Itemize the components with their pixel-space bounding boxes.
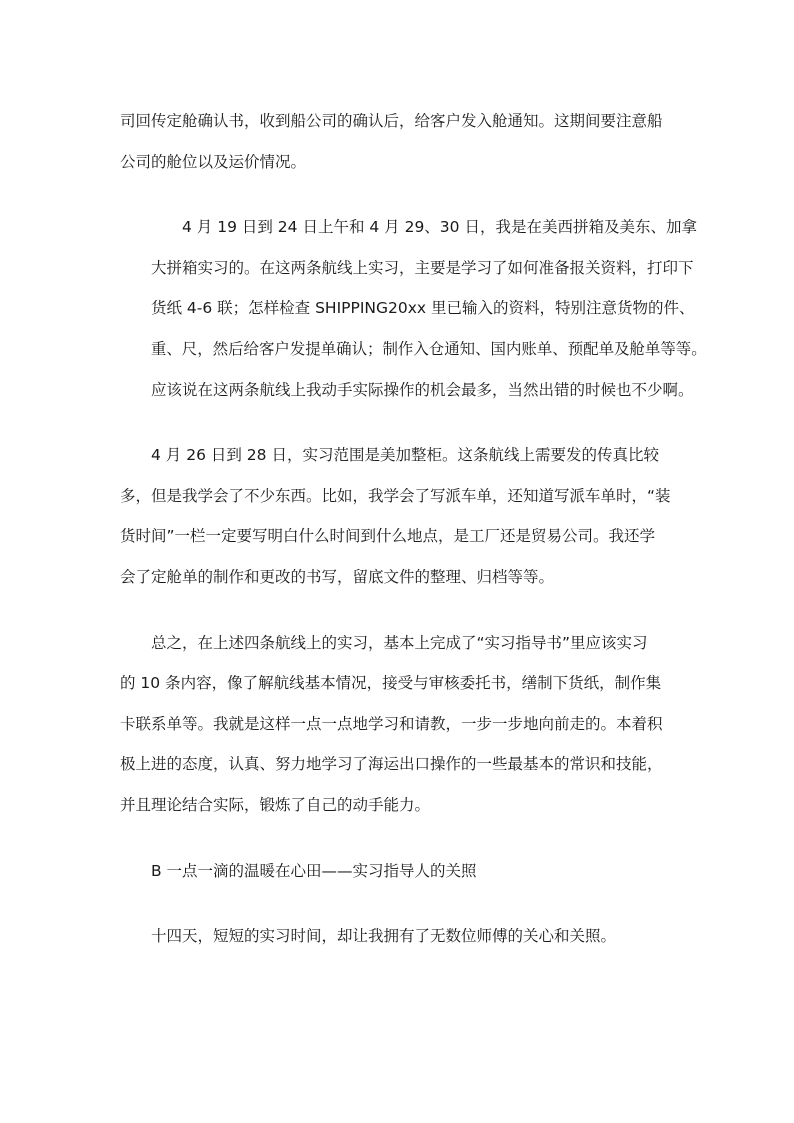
heading-line: B 一点一滴的温暖在心田——实习指导人的关照 <box>151 861 477 880</box>
text-line: 卡联系单等。我就是这样一点一点地学习和请教，一步一步地向前走的。本着积 <box>120 714 663 733</box>
text-line: 并且理论结合实际，锻炼了自己的动手能力。 <box>120 795 431 814</box>
text-line: 会了定舱单的制作和更改的书写，留底文件的整理、归档等等。 <box>120 567 555 586</box>
text-line: 的 10 条内容，像了解航线基本情况，接受与审核委托书，缮制下货纸，制作集 <box>120 674 662 693</box>
text-line: 公司的舱位以及运价情况。 <box>120 152 307 171</box>
text-line: 4 月 26 日到 28 日，实习范围是美加整柜。这条航线上需要发的传真比较 <box>151 446 659 465</box>
text-line: 司回传定舱确认书，收到船公司的确认后，给客户发入舱通知。这期间要注意船 <box>120 112 663 130</box>
paragraph-summary <box>120 623 676 826</box>
text-line: 极上进的态度，认真、努力地学习了海运出口操作的一些最基本的常识和技能， <box>120 755 663 774</box>
text-line: 4 月 19 日到 24 日上午和 4 月 29、30 日，我是在美西拼箱及美东、加拿 <box>182 218 697 237</box>
text-line: 货纸 4-6 联；怎样检查 SHIPPING20xx 里已输入的资料，特别注意货物的件、 <box>151 299 695 318</box>
text-line: 重、尺，然后给客户发提单确认；制作入仓通知、国内账单、预配单及舱单等等。 <box>150 339 707 358</box>
text-line: 货时间”一栏一定要写明白什么时间到什么地点，是工厂还是贸易公司。我还学 <box>120 527 656 546</box>
paragraph-booking-confirmation <box>120 101 676 182</box>
text-line: 总之，在上述四条航线上的实习，基本上完成了“实习指导书”里应该实习 <box>151 633 648 652</box>
paragraph-lcl-internship <box>120 207 707 410</box>
text-line: 应该说在这两条航线上我动手实际操作的机会最多，当然出错的时候也不少啊。 <box>151 380 694 399</box>
text-line: 十四天，短短的实习时间，却让我拥有了无数位师傅的关心和关照。 <box>151 927 617 946</box>
text-line: 大拼箱实习的。在这两条航线上实习，主要是学习了如何准备报关资料，打印下 <box>151 258 694 277</box>
document-body <box>120 101 707 982</box>
section-heading-b <box>120 851 676 892</box>
text-line: 多，但是我学会了不少东西。比如，我学会了写派车单，还知道写派车单时，“装 <box>120 486 671 505</box>
paragraph-fcl-internship <box>120 435 676 597</box>
paragraph-fourteen-days <box>120 916 676 957</box>
